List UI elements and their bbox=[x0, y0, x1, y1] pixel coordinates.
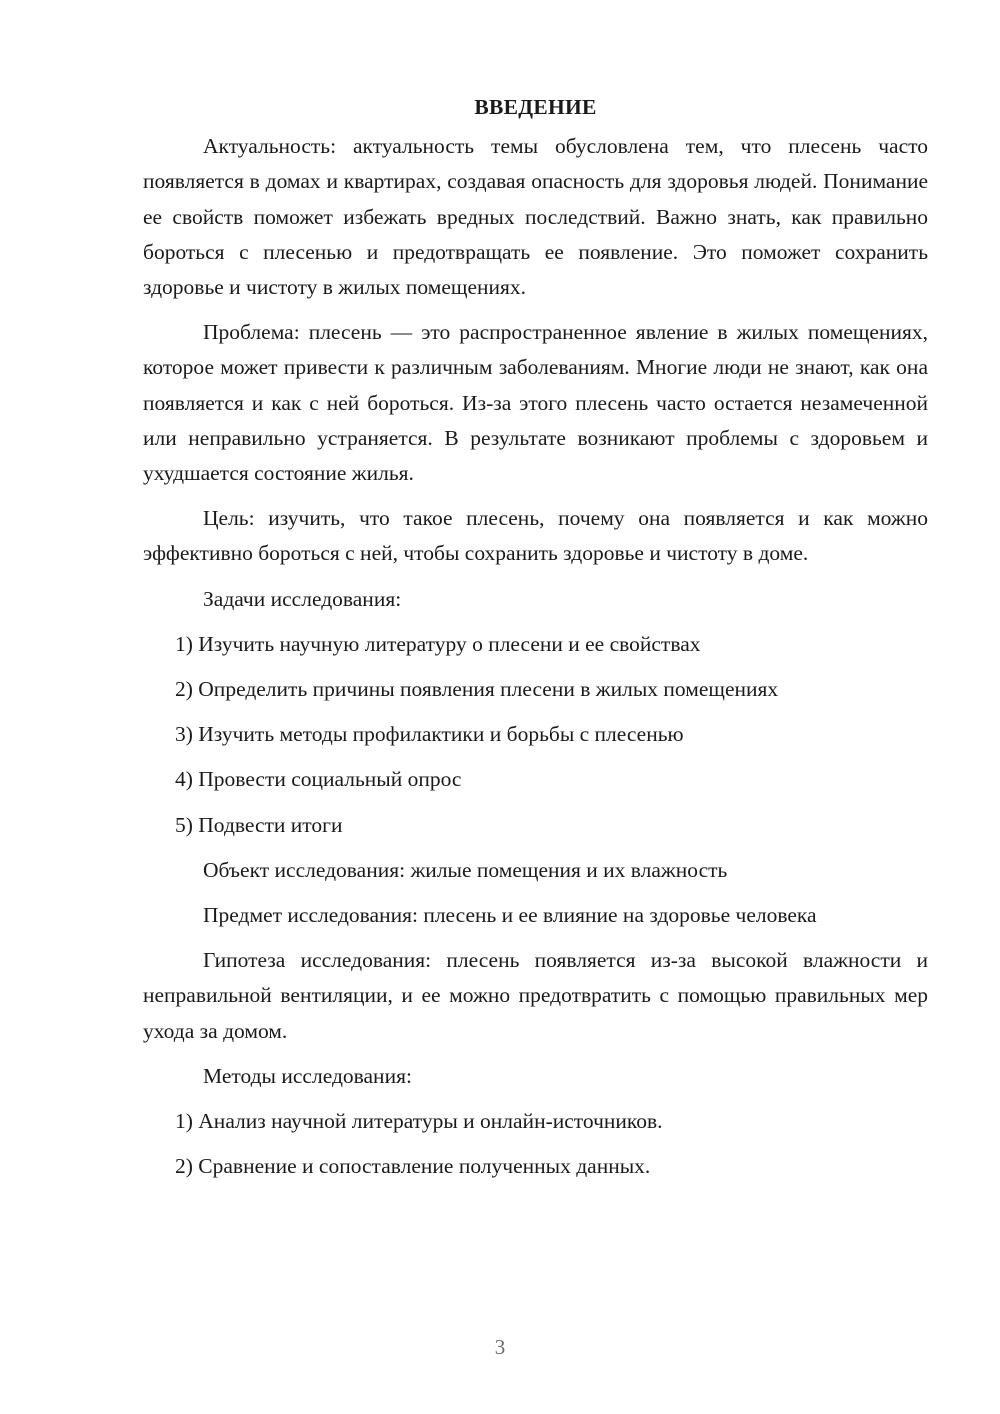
relevance-paragraph: Актуальность: актуальность темы обусловлена тем, что плесень часто появляется в домах и квартирах, создавая опасность для здоровья людей. Понимание ее свойств поможет избежать вредных последствий. Важно знать, как правильно бороться с плесенью и предотвращать ее появление. Это поможет сохранить здоровье и чистоту в жилых помещениях. bbox=[143, 134, 928, 300]
document-page bbox=[143, 90, 928, 1194]
task-item: 5) Подвести итоги bbox=[175, 812, 343, 837]
goal-paragraph: Цель: изучить, что такое плесень, почему она появляется и как можно эффективно бороться с ней, чтобы сохранить здоровье и чистоту в доме. bbox=[143, 506, 928, 566]
methods-list bbox=[143, 1104, 928, 1184]
methods-heading: Методы исследования: bbox=[203, 1063, 412, 1088]
task-item: 1) Изучить научную литературу о плесени и ее свойствах bbox=[175, 631, 701, 656]
object-paragraph: Объект исследования: жилые помещения и их влажность bbox=[203, 857, 728, 882]
hypothesis-paragraph: Гипотеза исследования: плесень появляется из-за высокой влажности и неправильной вентиляции, и ее можно предотвратить с помощью правильных мер ухода за домом. bbox=[143, 948, 928, 1043]
tasks-heading: Задачи исследования: bbox=[203, 586, 402, 611]
page-number: 3 bbox=[494, 1335, 506, 1359]
subject-paragraph: Предмет исследования: плесень и ее влияние на здоровье человека bbox=[203, 903, 817, 928]
task-item: 2) Определить причины появления плесени в жилых помещениях bbox=[175, 677, 779, 702]
task-item: 4) Провести социальный опрос bbox=[175, 767, 462, 792]
method-item: 2) Сравнение и сопоставление полученных данных. bbox=[175, 1154, 651, 1179]
problem-paragraph: Проблема: плесень — это распространенное явление в жилых помещениях, которое может привести к различным заболеваниям. Многие люди не знают, как она появляется и как с ней бороться. Из-за этого плесень часто остается незамеченной или неправильно устраняется. В результате возникают проблемы с здоровьем и ухудшается состояние жилья. bbox=[143, 320, 928, 486]
section-title: ВВЕДЕНИЕ bbox=[474, 95, 597, 119]
tasks-list bbox=[143, 627, 928, 843]
task-item: 3) Изучить методы профилактики и борьбы с плесенью bbox=[175, 722, 684, 747]
method-item: 1) Анализ научной литературы и онлайн-источников. bbox=[175, 1109, 663, 1134]
